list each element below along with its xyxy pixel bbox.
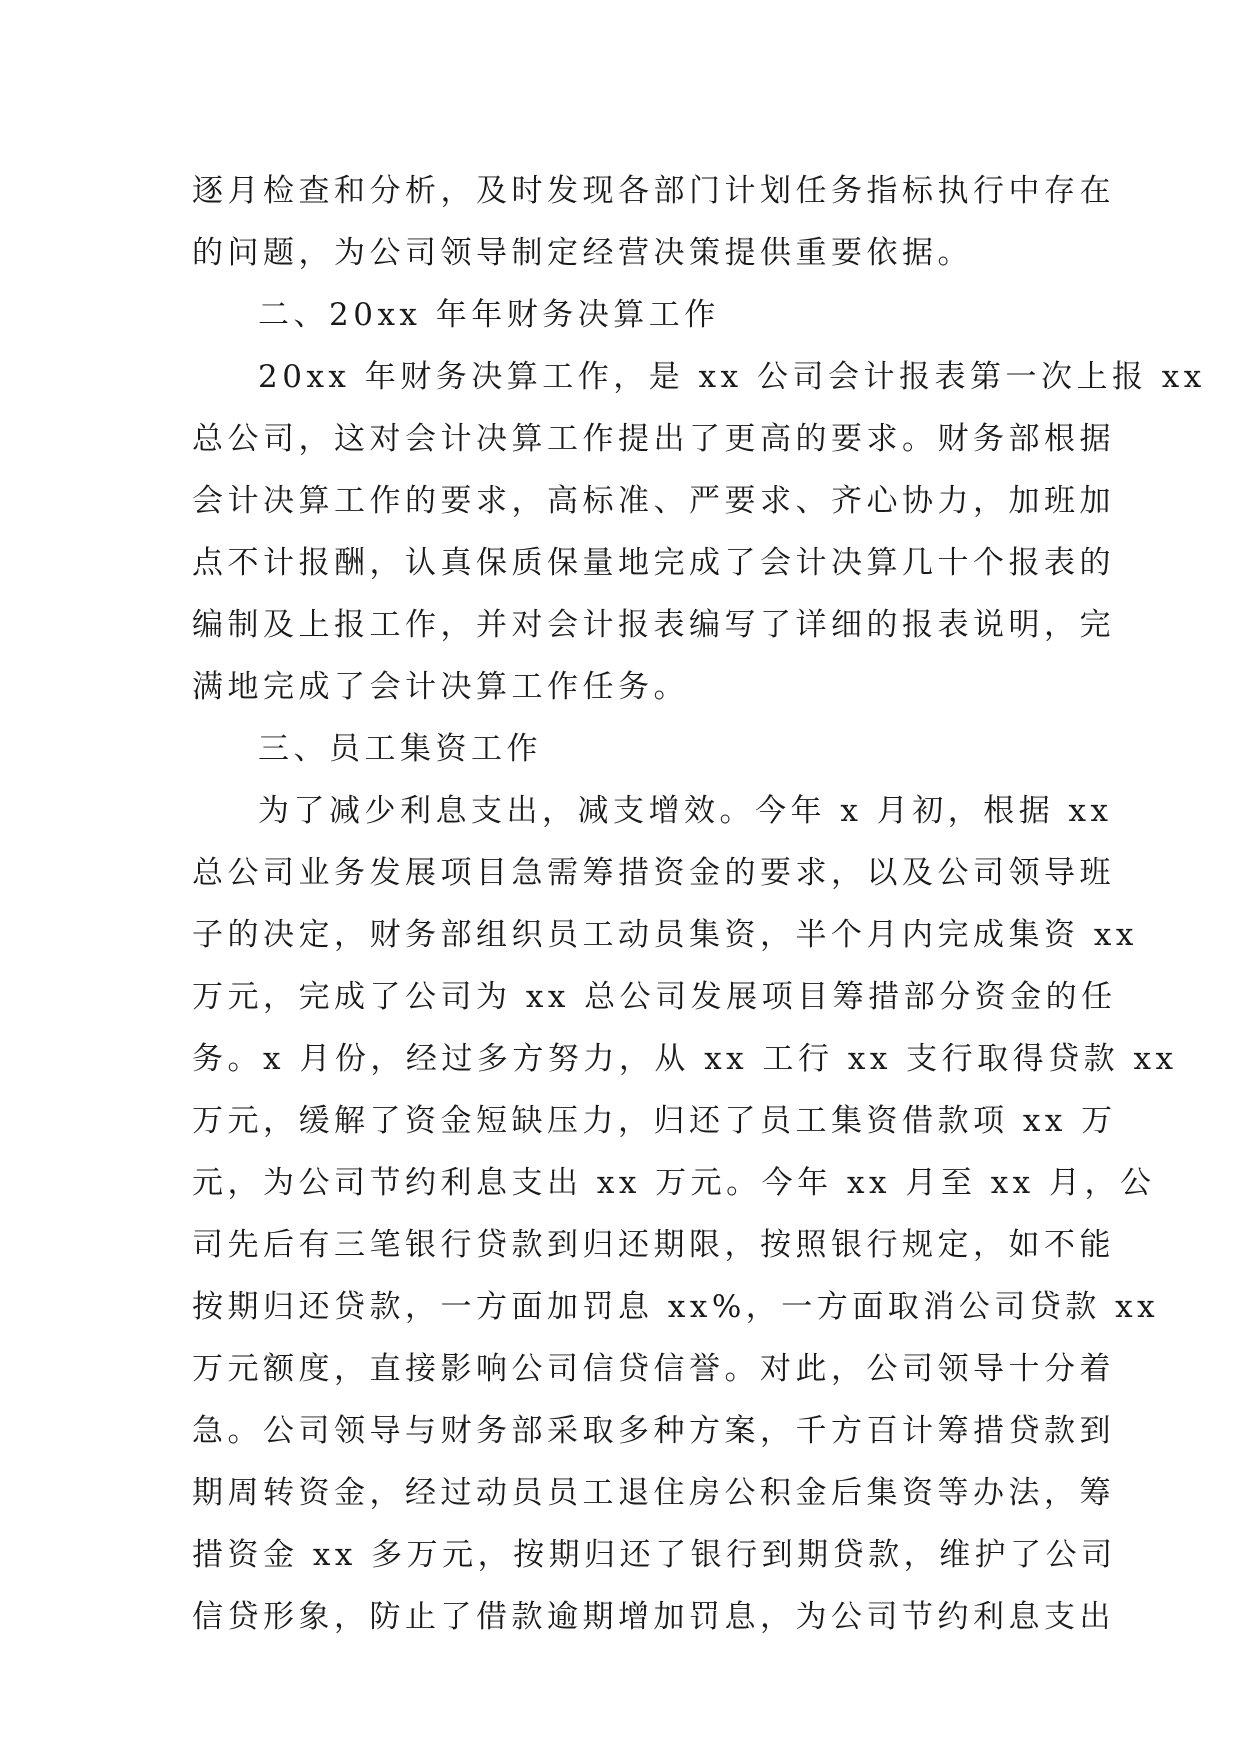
body-line: 司先后有三笔银行贷款到归还期限，按照银行规定，如不能 (192, 1227, 1115, 1263)
body-line: 元，为公司节约利息支出 xx 万元。今年 xx 月至 xx 月，公 (192, 1165, 1156, 1201)
paragraph-start: 20xx 年财务决算工作，是 xx 公司会计报表第一次上报 xx (258, 359, 1206, 395)
body-line: 逐月检查和分析，及时发现各部门计划任务指标执行中存在 (192, 173, 1115, 209)
body-line: 总公司业务发展项目急需筹措资金的要求，以及公司领导班 (192, 855, 1115, 891)
body-line: 信贷形象，防止了借款逾期增加罚息，为公司节约利息支出 (192, 1599, 1115, 1635)
body-line: 满地完成了会计决算工作任务。 (192, 669, 689, 705)
body-line: 编制及上报工作，并对会计报表编写了详细的报表说明，完 (192, 607, 1115, 643)
body-line: 的问题，为公司领导制定经营决策提供重要依据。 (192, 235, 973, 271)
body-line: 务。x 月份，经过多方努力，从 xx 工行 xx 支行取得贷款 xx (192, 1041, 1178, 1077)
body-line: 期周转资金，经过动员员工退住房公积金后集资等办法，筹 (192, 1475, 1115, 1511)
body-line: 总公司，这对会计决算工作提出了更高的要求。财务部根据 (192, 421, 1115, 457)
body-line: 措资金 xx 多万元，按期归还了银行到期贷款，维护了公司 (192, 1537, 1117, 1573)
body-line: 万元，完成了公司为 xx 总公司发展项目筹措部分资金的任 (192, 979, 1117, 1015)
body-line: 点不计报酬，认真保质保量地完成了会计决算几十个报表的 (192, 545, 1115, 581)
body-line: 万元，缓解了资金短缺压力，归还了员工集资借款项 xx 万 (192, 1103, 1117, 1139)
body-line: 会计决算工作的要求，高标准、严要求、齐心协力，加班加 (192, 483, 1115, 519)
paragraph-start: 为了减少利息支出，减支增效。今年 x 月初，根据 xx (258, 793, 1113, 829)
section-heading-2: 二、20xx 年年财务决算工作 (258, 297, 720, 333)
body-line: 按期归还贷款，一方面加罚息 xx%，一方面取消公司贷款 xx (192, 1289, 1160, 1325)
body-line: 万元额度，直接影响公司信贷信誉。对此，公司领导十分着 (192, 1351, 1115, 1387)
section-heading-3: 三、员工集资工作 (258, 731, 542, 767)
document-body (192, 160, 1206, 1648)
body-line: 子的决定，财务部组织员工动员集资，半个月内完成集资 xx (192, 917, 1138, 953)
body-line: 急。公司领导与财务部采取多种方案，千方百计筹措贷款到 (192, 1413, 1115, 1449)
